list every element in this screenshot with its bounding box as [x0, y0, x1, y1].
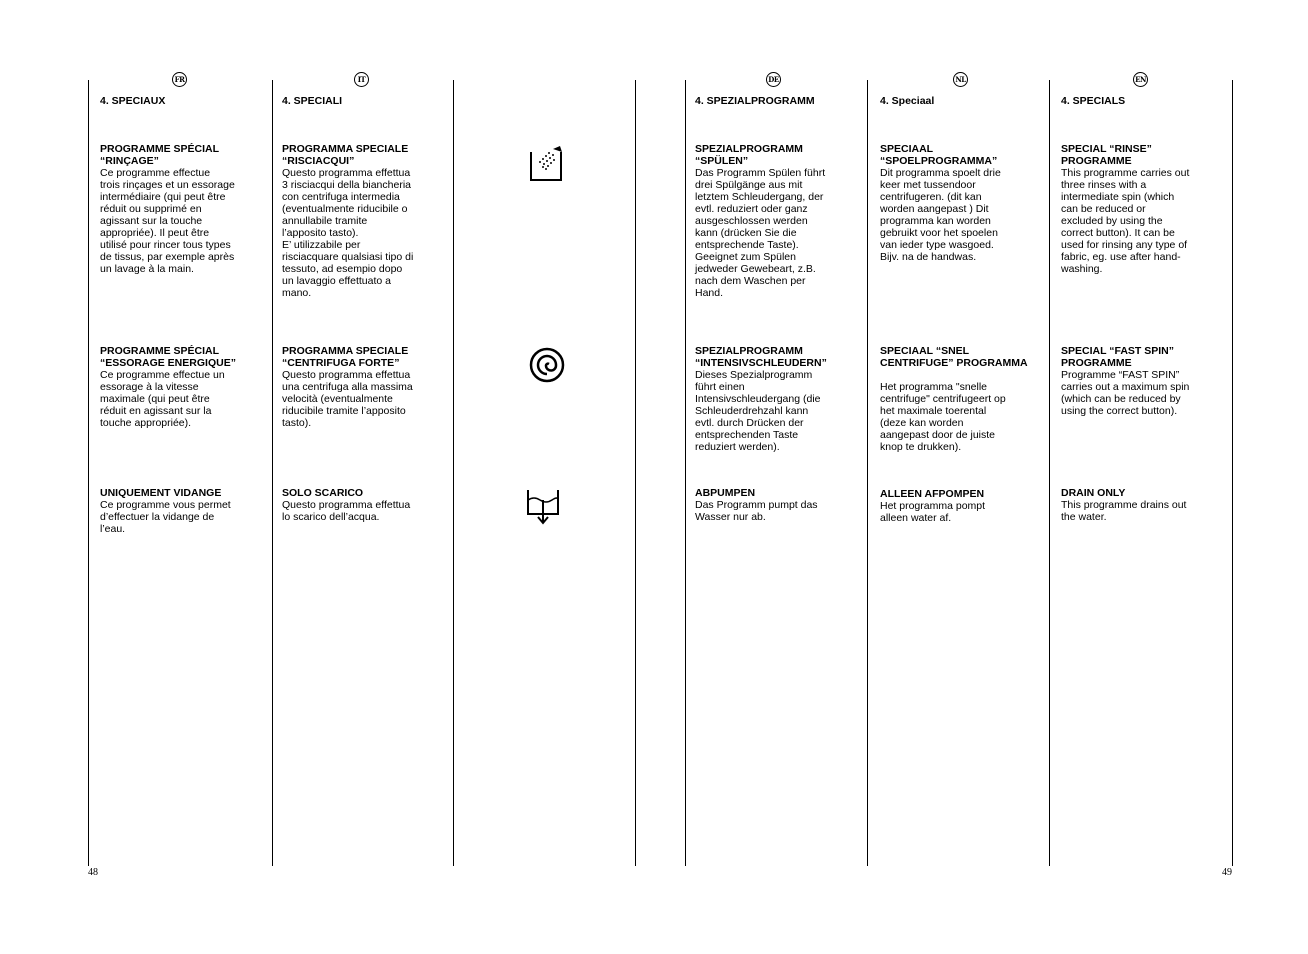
program-drain-en — [1061, 487, 1221, 523]
program-rinse-de — [695, 143, 855, 299]
program-description: Ce programme effectue un essorage à la vitesse maximale (qui peut être réduit en agissant sur la touche appropriée). — [100, 369, 225, 429]
program-description: Programme “FAST SPIN” carries out a maximum spin (which can be reduced by using the correct button). — [1061, 369, 1190, 417]
rinse-icon — [526, 144, 566, 184]
section-heading-it: 4. SPECIALI — [282, 95, 343, 107]
program-description: Questo programma effettua lo scarico dell’acqua. — [282, 499, 411, 523]
program-description: Het programma pompt alleen water af. — [880, 500, 986, 524]
section-heading-nl: 4. Speciaal — [880, 95, 935, 107]
language-badge-it: IT — [354, 72, 369, 87]
program-description: Ce programme effectue trois rinçages et un essorage intermédiaire (qui peut être réduit ou supprimé en agissant sur la touche appropriée). Il peut être utilisé pour rincer tous types de tissus, par exemple après un lavage à la main. — [100, 167, 235, 275]
program-title: SPECIAAL “SPOELPROGRAMMA” — [880, 143, 998, 167]
program-title: DRAIN ONLY — [1061, 487, 1126, 499]
column-divider — [1232, 80, 1233, 866]
program-spin-it — [282, 345, 442, 429]
section-heading-en: 4. SPECIALS — [1061, 95, 1126, 107]
program-description: Dieses Spezialprogramm führt einen Intensivschleudergang (die Schleuderdrehzahl kann evtl. durch Drücken der entsprechenden Taste reduziert werden). — [695, 369, 821, 453]
section-heading-fr: 4. SPECIAUX — [100, 95, 166, 107]
program-rinse-it — [282, 143, 442, 299]
column-divider — [685, 80, 686, 866]
program-rinse-fr — [100, 143, 260, 275]
column-divider — [272, 80, 273, 866]
program-drain-it — [282, 487, 442, 523]
program-title: ABPUMPEN — [695, 487, 756, 499]
program-description: Het programma "snelle centrifuge" centrifugeert op het maximale toerental (deze kan worden aangepast door de juiste knop te drukken). — [880, 381, 1006, 453]
program-description: Dit programma spoelt drie keer met tussendoor centrifugeren. (dit kan worden aangepast ) Dit programma kan worden gebruikt voor het spoelen van ieder type wasgoed. Bijv. na de handwas. — [880, 167, 1001, 263]
program-spin-nl — [880, 345, 1040, 453]
drain-icon — [524, 486, 564, 526]
column-divider — [88, 80, 89, 866]
program-description: This programme drains out the water. — [1061, 499, 1187, 523]
column-divider — [635, 80, 636, 866]
program-spin-en — [1061, 345, 1221, 417]
program-title: SPEZIALPROGRAMM “SPÜLEN” — [695, 143, 803, 167]
program-drain-nl — [880, 488, 1040, 524]
program-title: SPECIAL “RINSE” PROGRAMME — [1061, 143, 1152, 167]
program-title: UNIQUEMENT VIDANGE — [100, 487, 222, 499]
program-title: PROGRAMME SPÉCIAL “RINÇAGE” — [100, 143, 220, 167]
program-description: Das Programm Spülen führt drei Spülgänge aus mit letztem Schleudergang, der evtl. reduziert oder ganz ausgeschlossen werden kann (drücken Sie die entsprechende Taste). Geeignet zum Spülen jedweder Gewebeart, z.B. nach dem Waschen per Hand. — [695, 167, 826, 299]
program-drain-fr — [100, 487, 260, 535]
language-badge-de: DE — [766, 72, 781, 87]
language-badge-en: EN — [1133, 72, 1148, 87]
program-spin-de — [695, 345, 855, 453]
program-title: SOLO SCARICO — [282, 487, 364, 499]
page-number-right: 49 — [1222, 867, 1232, 878]
language-badge-fr: FR — [172, 72, 187, 87]
program-description: Questo programma effettua una centrifuga alla massima velocità (eventualmente riducibile tramite l’apposito tasto). — [282, 369, 413, 429]
language-badge-nl: NL — [953, 72, 968, 87]
spin-icon — [527, 345, 567, 385]
page-number-left: 48 — [88, 867, 98, 878]
program-spin-fr — [100, 345, 260, 429]
column-divider — [453, 80, 454, 866]
program-title: SPEZIALPROGRAMM “INTENSIVSCHLEUDERN” — [695, 345, 827, 369]
program-description: Questo programma effettua 3 risciacqui della biancheria con centrifuga intermedia (eventualmente riducibile o annullabile tramite l’apposito tasto). E’ utilizzabile per risciacquare qualsiasi tipo di tessuto, ad esempio dopo un lavaggio effettuato a mano. — [282, 167, 414, 299]
program-title: ALLEEN AFPOMPEN — [880, 488, 985, 500]
column-divider — [867, 80, 868, 866]
program-rinse-en — [1061, 143, 1221, 275]
column-divider — [1049, 80, 1050, 866]
program-title: PROGRAMMA SPECIALE “RISCIACQUI” — [282, 143, 409, 167]
program-title: SPECIAAL “SNEL CENTRIFUGE” PROGRAMMA — [880, 345, 1028, 369]
program-title: PROGRAMME SPÉCIAL “ESSORAGE ENERGIQUE” — [100, 345, 236, 369]
program-description: Ce programme vous permet d’effectuer la vidange de l’eau. — [100, 499, 231, 535]
program-description: This programme carries out three rinses with a intermediate spin (which can be reduced or excluded by using the correct button). It can be used for rinsing any type of fabric, eg. use after hand- washing. — [1061, 167, 1190, 275]
program-title: PROGRAMMA SPECIALE “CENTRIFUGA FORTE” — [282, 345, 409, 369]
program-drain-de — [695, 487, 855, 523]
program-title: SPECIAL “FAST SPIN” PROGRAMME — [1061, 345, 1174, 369]
section-heading-de: 4. SPEZIALPROGRAMM — [695, 95, 815, 107]
program-rinse-nl — [880, 143, 1040, 263]
program-description: Das Programm pumpt das Wasser nur ab. — [695, 499, 818, 523]
